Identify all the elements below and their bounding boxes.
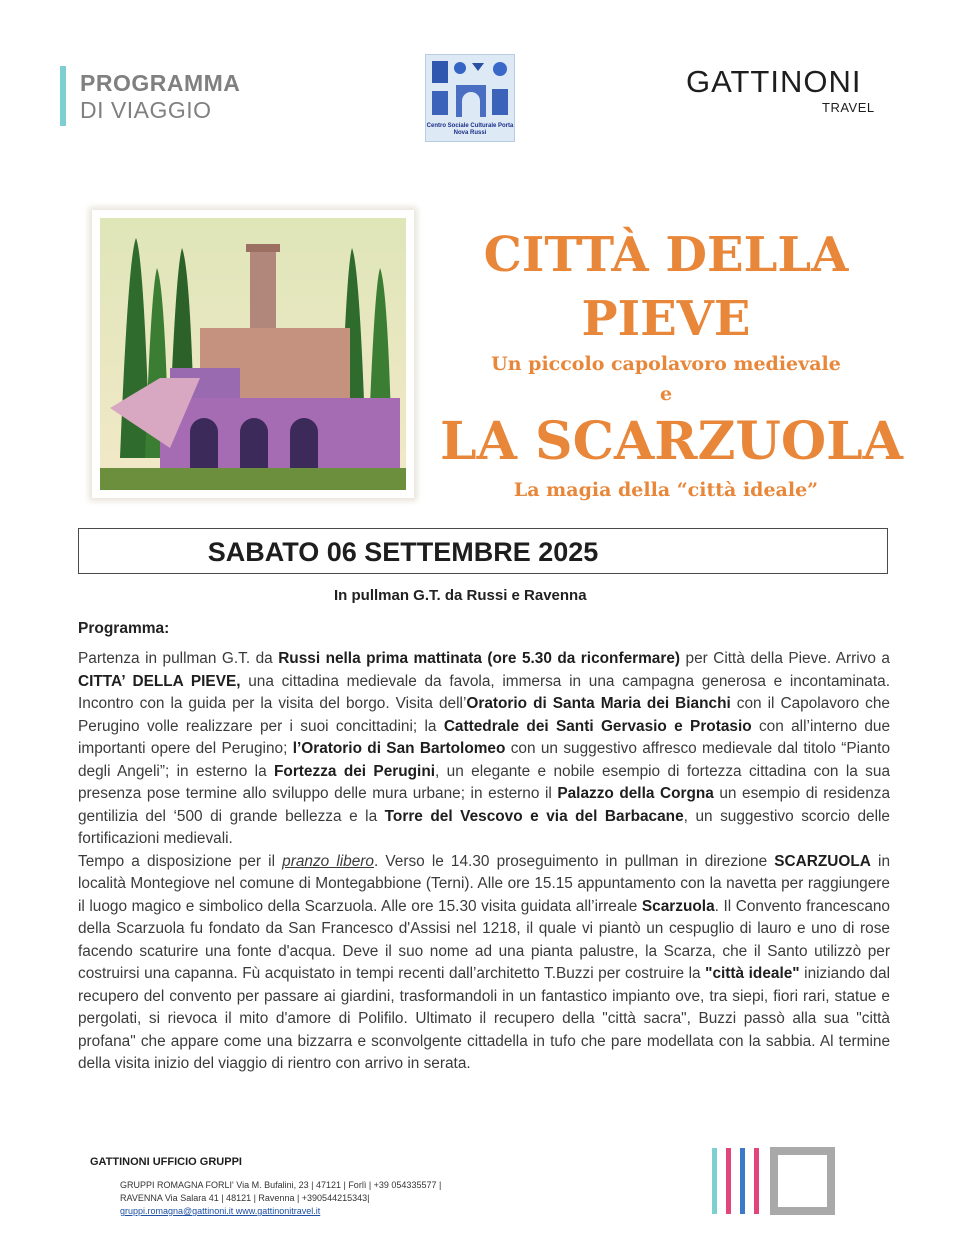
club-logo: [425, 54, 515, 142]
footer-address-ravenna: RAVENNA Via Salara 41 | 48121 | Ravenna | +390544215343|: [120, 1193, 370, 1203]
footer-title: GATTINONI UFFICIO GRUPPI: [90, 1156, 242, 1168]
title-line3: LA SCARZUOLA: [440, 411, 904, 472]
club-logo-text: Centro Sociale Culturale Porta Nova Russi: [426, 123, 514, 136]
date-box: [78, 528, 888, 574]
title-line1: CITTÀ DELLA: [483, 227, 849, 283]
brand-subtitle: TRAVEL: [822, 100, 875, 115]
transport-info: In pullman G.T. da Russi e Ravenna: [334, 587, 587, 604]
trip-date: SABATO 06 SETTEMBRE 2025: [207, 537, 599, 567]
title-conjunction: e: [659, 383, 673, 405]
subtitle-2: La magia della “città ideale”: [513, 479, 819, 501]
program-body: [78, 648, 890, 1076]
scarzuola-photo: [92, 210, 414, 498]
program-label-line1: PROGRAMMA: [80, 70, 241, 96]
program-paragraph-2: Tempo a disposizione per il pranzo libero. Verso le 14.30 proseguimento in pullman in direzione SCARZUOLA in località Montegiove nel comune di Montegabbione (Terni). Alle ore 15.15 appuntamento con la navetta per raggiungere il luogo magico e simbolico della Scarzuola. Alle ore 15.30 visita guidata all’irreale Scarzuola. Il Convento francescano della Scarzuola fu fondato da San Francesco d'Assisi nel 1218, il quale vi piantò un cespuglio di lauro e uno di rose facendo scaturire una fonte d'acqua. Deve il suo nome ad una pianta palustre, la Scarza, che il Santo utilizzò per costruirsi una capanna. Fù acquistato in tempi recenti dall’architetto T.Buzzi per costruire la "città ideale" iniziando dal recupero del convento per passare ai giardini, trasformandoli in un fantastico impianto ove, tra siepi, fiori rari, statue e pergolati, si rievoca il mito d'amore di Polifilo. Ultimato il recupero della "città sacra", Buzzi passò alla sua "città profana" che appare come una bizzarra e sconvolgente cittadella in tufo che pare modellata con la sabbia. Al termine della visita inizio del viaggio di rientro con arrivo in serata.: [78, 852, 891, 1072]
program-label-line2: DI VIAGGIO: [80, 97, 212, 123]
program-accent-bar: [60, 66, 66, 126]
brand-logo: GATTINONI: [686, 64, 862, 99]
footer-address-forli: GRUPPI ROMAGNA FORLI' Via M. Bufalini, 23 | 47121 | Forlì | +39 054335577 |: [120, 1180, 442, 1190]
program-heading: Programma:: [78, 620, 170, 637]
footer-contact-links[interactable]: gruppi.romagna@gattinoni.it www.gattinonitravel.it: [120, 1206, 321, 1216]
title-line2: PIEVE: [581, 291, 751, 347]
brand-mark-icon: [712, 1146, 836, 1218]
program-paragraph-1: Partenza in pullman G.T. da Russi nella prima mattinata (ore 5.30 da riconfermare) per Città della Pieve. Arrivo a CITTA’ DELLA PIEVE, una cittadina medievale da favola, immersa in una campagna generosa e incontaminata. Incontro con la guida per la visita del borgo. Visita dell’Oratorio di Santa Maria dei Bianchi con il Capolavoro che Perugino volle realizzare per i suoi concittadini; la Cattedrale dei Santi Gervasio e Protasio con all’interno due importanti opere del Perugino; l’Oratorio di San Bartolomeo con un suggestivo affresco medievale dal titolo “Pianto degli Angeli”; in esterno la Fortezza dei Perugini, un elegante e nobile esempio di fortezza cittadina con la sua presenza pose termine allo sviluppo delle mura urbane; in esterno il Palazzo della Corgna un esempio di residenza gentilizia del ‘500 di grande bellezza e la Torre del Vescovo e via del Barbacane, un suggestivo scorcio delle fortificazioni medievali.: [78, 650, 891, 847]
subtitle-1: Un piccolo capolavoro medievale: [491, 353, 841, 375]
